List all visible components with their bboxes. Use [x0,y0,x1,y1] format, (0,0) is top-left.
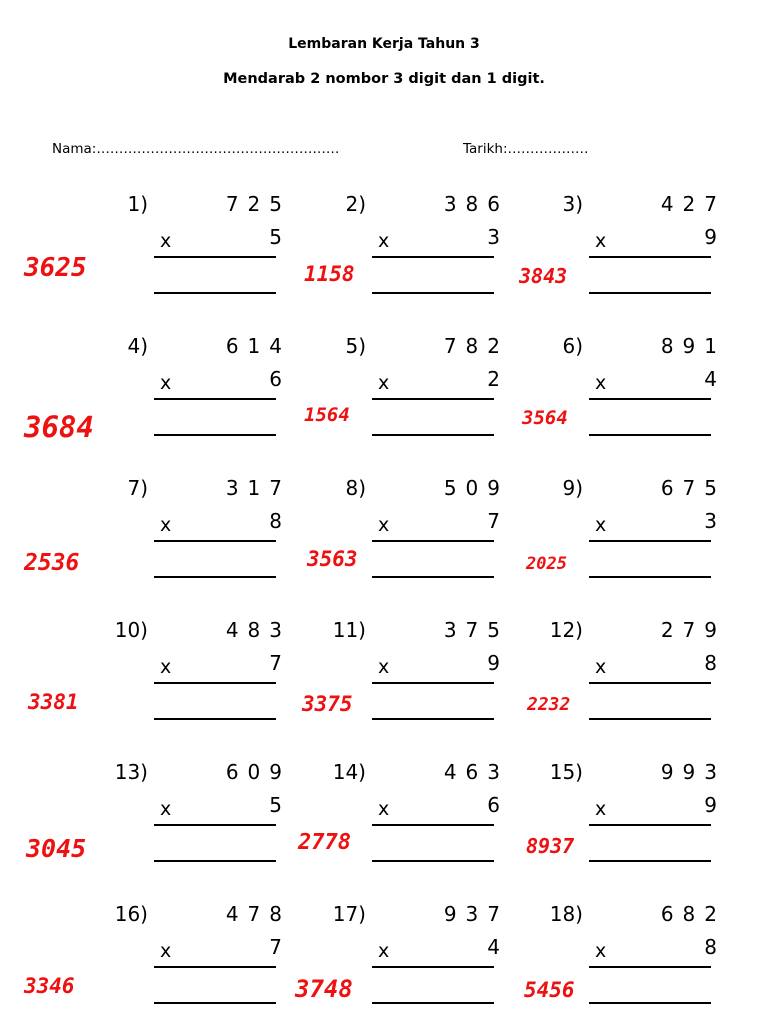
answer-line[interactable] [154,576,276,578]
handwritten-answer: 3843 [519,264,568,288]
multiplicand: 675 [660,476,726,500]
multiplier: 4 [704,367,717,391]
multiplier: 8 [704,651,717,675]
problem-number: 2) [345,192,366,216]
problem-4 [96,334,296,458]
multiplier: 9 [704,793,717,817]
problem-number: 17) [332,902,366,926]
problem-2 [314,192,514,316]
multiplier: 7 [487,509,500,533]
multiplier: 3 [704,509,717,533]
multiplicand: 386 [443,192,509,216]
handwritten-answer: 3346 [24,974,75,998]
multiplier: 9 [704,225,717,249]
answer-line[interactable] [154,718,276,720]
problem-number: 6) [562,334,583,358]
handwritten-answer: 2025 [526,554,567,574]
product-line-top [589,398,711,400]
multiplicand: 782 [443,334,509,358]
answer-line[interactable] [589,292,711,294]
product-line-top [372,824,494,826]
product-line-top [589,256,711,258]
problem-6 [531,334,731,458]
multiplicand: 609 [225,760,291,784]
multiply-sign: x [378,372,390,394]
multiply-sign: x [595,798,607,820]
problem-number: 9) [562,476,583,500]
multiply-sign: x [160,798,172,820]
multiplicand: 614 [225,334,291,358]
product-line-top [154,682,276,684]
answer-line[interactable] [589,434,711,436]
problem-8 [314,476,514,600]
multiply-sign: x [160,656,172,678]
handwritten-answer: 3748 [295,975,353,1003]
answer-line[interactable] [154,860,276,862]
answer-line[interactable] [154,1002,276,1004]
problem-18 [531,902,731,1026]
problem-15 [531,760,731,884]
product-line-top [154,398,276,400]
multiply-sign: x [378,514,390,536]
product-line-top [589,966,711,968]
multiplicand: 509 [443,476,509,500]
problem-10 [96,618,296,742]
handwritten-answer: 3045 [26,834,87,863]
problem-3 [531,192,731,316]
problem-number: 14) [332,760,366,784]
problem-5 [314,334,514,458]
multiplicand: 279 [660,618,726,642]
multiply-sign: x [595,372,607,394]
answer-line[interactable] [372,292,494,294]
problem-7 [96,476,296,600]
product-line-top [372,398,494,400]
problem-12 [531,618,731,742]
product-line-top [372,682,494,684]
multiplicand: 478 [225,902,291,926]
handwritten-answer: 8937 [526,834,575,858]
handwritten-answer: 1564 [304,404,350,426]
answer-line[interactable] [589,576,711,578]
answer-line[interactable] [372,860,494,862]
problem-number: 16) [114,902,148,926]
multiply-sign: x [595,940,607,962]
answer-line[interactable] [589,860,711,862]
problem-number: 12) [549,618,583,642]
product-line-top [372,540,494,542]
problem-number: 5) [345,334,366,358]
date-field: Tarikh:……………… [463,141,589,157]
multiplier: 8 [704,935,717,959]
handwritten-answer: 3375 [302,692,353,716]
problem-17 [314,902,514,1026]
multiply-sign: x [595,514,607,536]
multiplier: 3 [487,225,500,249]
multiplier: 5 [269,225,282,249]
problem-14 [314,760,514,884]
product-line-top [154,256,276,258]
problem-number: 1) [127,192,148,216]
product-line-top [372,256,494,258]
product-line-top [154,540,276,542]
handwritten-answer: 2778 [298,830,351,855]
answer-line[interactable] [372,434,494,436]
handwritten-answer: 3684 [24,410,94,444]
multiplicand: 937 [443,902,509,926]
answer-line[interactable] [372,718,494,720]
product-line-top [589,540,711,542]
name-field: Nama:……………………………………………… [52,141,340,157]
answer-line[interactable] [372,576,494,578]
answer-line[interactable] [589,718,711,720]
problem-1 [96,192,296,316]
multiplicand: 317 [225,476,291,500]
handwritten-answer: 2536 [24,550,80,576]
multiplier: 9 [487,651,500,675]
handwritten-answer: 2232 [527,694,571,715]
worksheet-subtitle: Mendarab 2 nombor 3 digit dan 1 digit. [223,71,545,87]
problem-number: 13) [114,760,148,784]
problem-number: 3) [562,192,583,216]
multiplicand: 891 [660,334,726,358]
multiplier: 2 [487,367,500,391]
product-line-top [589,824,711,826]
multiplier: 7 [269,651,282,675]
multiplier: 8 [269,509,282,533]
handwritten-answer: 3381 [28,690,79,714]
problem-11 [314,618,514,742]
multiply-sign: x [378,940,390,962]
multiplicand: 427 [660,192,726,216]
multiply-sign: x [160,372,172,394]
handwritten-answer: 3625 [24,253,87,283]
multiply-sign: x [160,514,172,536]
product-line-top [154,824,276,826]
problem-number: 11) [332,618,366,642]
multiply-sign: x [378,798,390,820]
problem-13 [96,760,296,884]
problem-9 [531,476,731,600]
product-line-top [372,966,494,968]
problem-number: 4) [127,334,148,358]
handwritten-answer: 3563 [307,547,358,571]
problem-number: 7) [127,476,148,500]
multiply-sign: x [160,940,172,962]
multiplicand: 682 [660,902,726,926]
handwritten-answer: 3564 [522,407,568,429]
product-line-top [589,682,711,684]
answer-line[interactable] [372,1002,494,1004]
answer-line[interactable] [589,1002,711,1004]
multiplier: 5 [269,793,282,817]
answer-line[interactable] [154,292,276,294]
handwritten-answer: 1158 [304,262,355,286]
problem-16 [96,902,296,1026]
multiplicand: 993 [660,760,726,784]
problem-number: 15) [549,760,583,784]
worksheet-title: Lembaran Kerja Tahun 3 [288,36,480,52]
multiplier: 4 [487,935,500,959]
multiply-sign: x [378,656,390,678]
product-line-top [154,966,276,968]
problem-number: 10) [114,618,148,642]
multiplicand: 725 [225,192,291,216]
answer-line[interactable] [154,434,276,436]
multiplier: 7 [269,935,282,959]
problem-number: 18) [549,902,583,926]
multiplier: 6 [269,367,282,391]
multiplicand: 483 [225,618,291,642]
multiply-sign: x [378,230,390,252]
problem-number: 8) [345,476,366,500]
multiply-sign: x [160,230,172,252]
multiplier: 6 [487,793,500,817]
multiplicand: 463 [443,760,509,784]
multiply-sign: x [595,230,607,252]
multiplicand: 375 [443,618,509,642]
handwritten-answer: 5456 [524,978,575,1002]
multiply-sign: x [595,656,607,678]
